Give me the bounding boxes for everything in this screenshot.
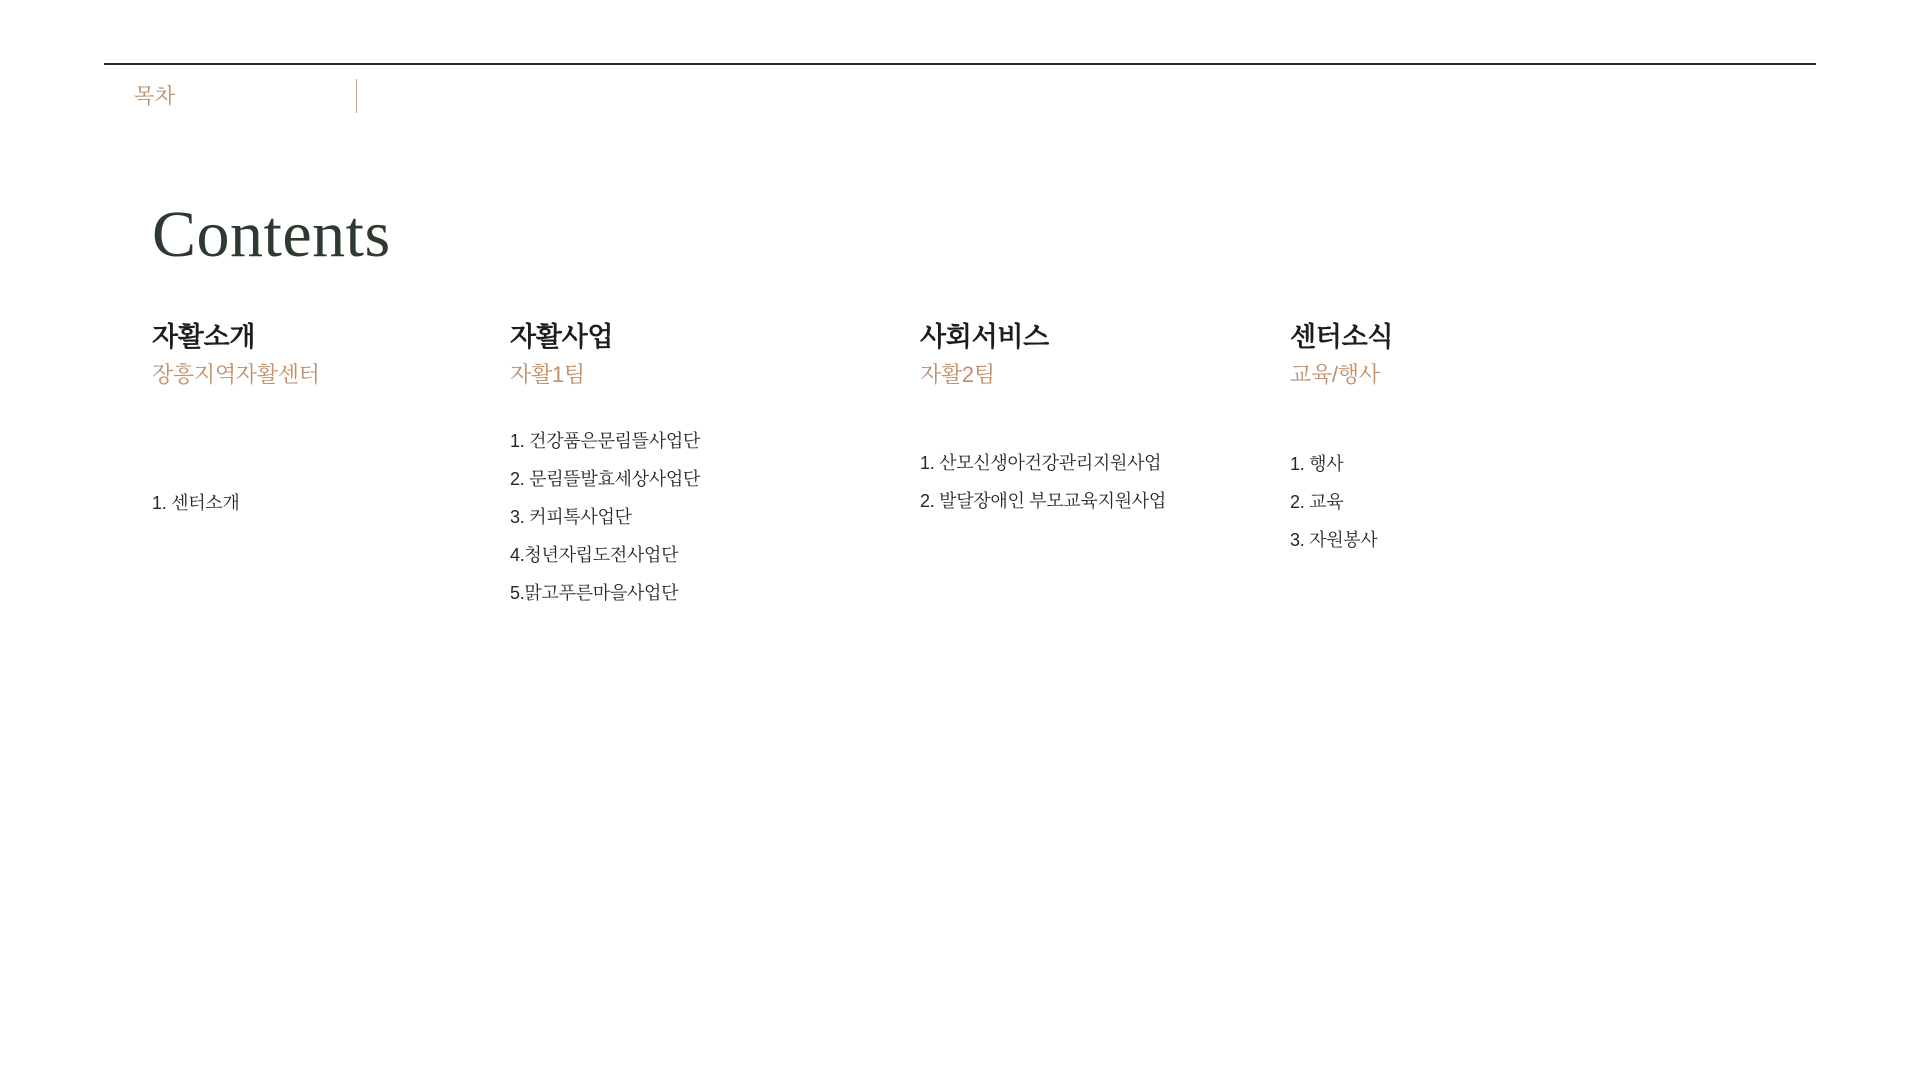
list-item: 1. 행사 bbox=[1290, 454, 1344, 474]
header-vertical-divider bbox=[356, 79, 357, 113]
header-label: 목차 bbox=[134, 85, 176, 108]
header-divider-rule bbox=[104, 63, 1816, 65]
column-item-list bbox=[510, 422, 910, 612]
column-subtitle: 자활1팀 bbox=[510, 362, 585, 387]
column-subtitle: 장흥지역자활센터 bbox=[152, 362, 320, 387]
column-title: 사회서비스 bbox=[920, 322, 1049, 352]
column-subtitle: 교육/행사 bbox=[1290, 362, 1380, 387]
column-title: 자활소개 bbox=[152, 322, 256, 352]
list-item: 3. 자원봉사 bbox=[1290, 530, 1378, 550]
list-item: 5.맑고푸른마을사업단 bbox=[510, 583, 679, 603]
list-item: 2. 교육 bbox=[1290, 492, 1344, 512]
list-item: 1. 건강품은문림뜰사업단 bbox=[510, 431, 700, 451]
column-item-list bbox=[920, 444, 1320, 520]
header-row bbox=[104, 82, 804, 122]
page-title: Contents bbox=[152, 198, 391, 271]
column-subtitle: 자활2팀 bbox=[920, 362, 995, 387]
column-item-list bbox=[152, 484, 552, 522]
list-item: 1. 센터소개 bbox=[152, 493, 240, 513]
contents-column-social-service bbox=[920, 320, 1320, 520]
contents-column-jahwal-intro bbox=[152, 320, 552, 522]
contents-column-jahwal-business bbox=[510, 320, 910, 612]
contents-columns bbox=[0, 320, 1920, 720]
list-item: 3. 커피톡사업단 bbox=[510, 507, 632, 527]
column-title: 자활사업 bbox=[510, 322, 614, 352]
contents-column-center-news bbox=[1290, 320, 1690, 559]
list-item: 4.청년자립도전사업단 bbox=[510, 545, 679, 565]
list-item: 1. 산모신생아건강관리지원사업 bbox=[920, 453, 1162, 473]
column-item-list bbox=[1290, 445, 1690, 559]
list-item: 2. 발달장애인 부모교육지원사업 bbox=[920, 491, 1166, 511]
list-item: 2. 문림뜰발효세상사업단 bbox=[510, 469, 700, 489]
column-title: 센터소식 bbox=[1290, 322, 1394, 352]
